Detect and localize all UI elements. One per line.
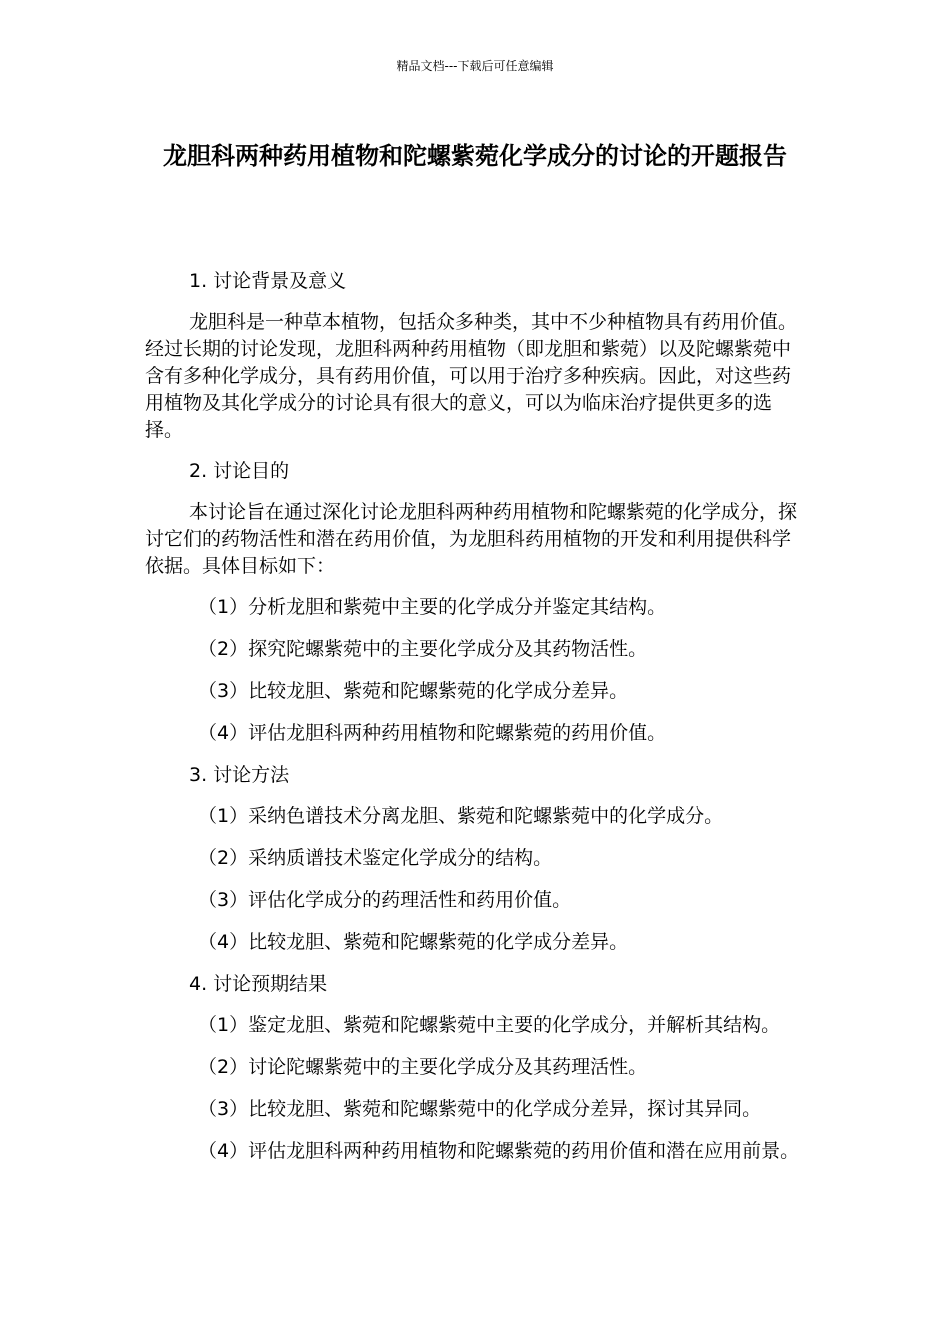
list-item: （2）讨论陀螺紫菀中的主要化学成分及其药理活性。: [198, 1056, 648, 1078]
section-heading: 1. 讨论背景及意义: [189, 270, 347, 292]
list-item: （1）采纳色谱技术分离龙胆、紫菀和陀螺紫菀中的化学成分。: [198, 805, 724, 827]
document-body: [145, 268, 805, 1180]
list-item: （4）评估龙胆科两种药用植物和陀螺紫菀的药用价值和潜在应用前景。: [198, 1140, 800, 1162]
list-item: （2）采纳质谱技术鉴定化学成分的结构。: [198, 847, 553, 869]
section-heading: 4. 讨论预期结果: [189, 973, 328, 995]
document-title: 龙胆科两种药用植物和陀螺紫菀化学成分的讨论的开题报告: [163, 142, 787, 170]
section-heading: 2. 讨论目的: [189, 460, 290, 482]
section-heading: 3. 讨论方法: [189, 764, 290, 786]
list-item: （2）探究陀螺紫菀中的主要化学成分及其药物活性。: [198, 638, 648, 660]
header-note: 精品文档---下载后可任意编辑: [396, 59, 554, 73]
list-item: （4）比较龙胆、紫菀和陀螺紫菀的化学成分差异。: [198, 931, 629, 953]
list-item: （1）鉴定龙胆、紫菀和陀螺紫菀中主要的化学成分，并解析其结构。: [198, 1014, 781, 1036]
list-item: （3）评估化学成分的药理活性和药用价值。: [198, 889, 572, 911]
list-item: （3）比较龙胆、紫菀和陀螺紫菀中的化学成分差异，探讨其异同。: [198, 1098, 762, 1120]
section-paragraph: 龙胆科是一种草本植物，包括众多种类，其中不少种植物具有药用价值。经过长期的讨论发现，龙胆科两种药用植物（即龙胆和紫菀）以及陀螺紫菀中含有多种化学成分，具有药用价值，可以用于治疗多种疾病。因此，对这些药用植物及其化学成分的讨论具有很大的意义，可以为临床治疗提供更多的选择。: [145, 311, 798, 441]
list-item: （4）评估龙胆科两种药用植物和陀螺紫菀的药用价值。: [198, 722, 667, 744]
list-item: （1）分析龙胆和紫菀中主要的化学成分并鉴定其结构。: [198, 596, 667, 618]
section-paragraph: 本讨论旨在通过深化讨论龙胆科两种药用植物和陀螺紫菀的化学成分，探讨它们的药物活性和潜在药用价值，为龙胆科药用植物的开发和利用提供科学依据。具体目标如下：: [145, 501, 798, 577]
list-item: （3）比较龙胆、紫菀和陀螺紫菀的化学成分差异。: [198, 680, 629, 702]
